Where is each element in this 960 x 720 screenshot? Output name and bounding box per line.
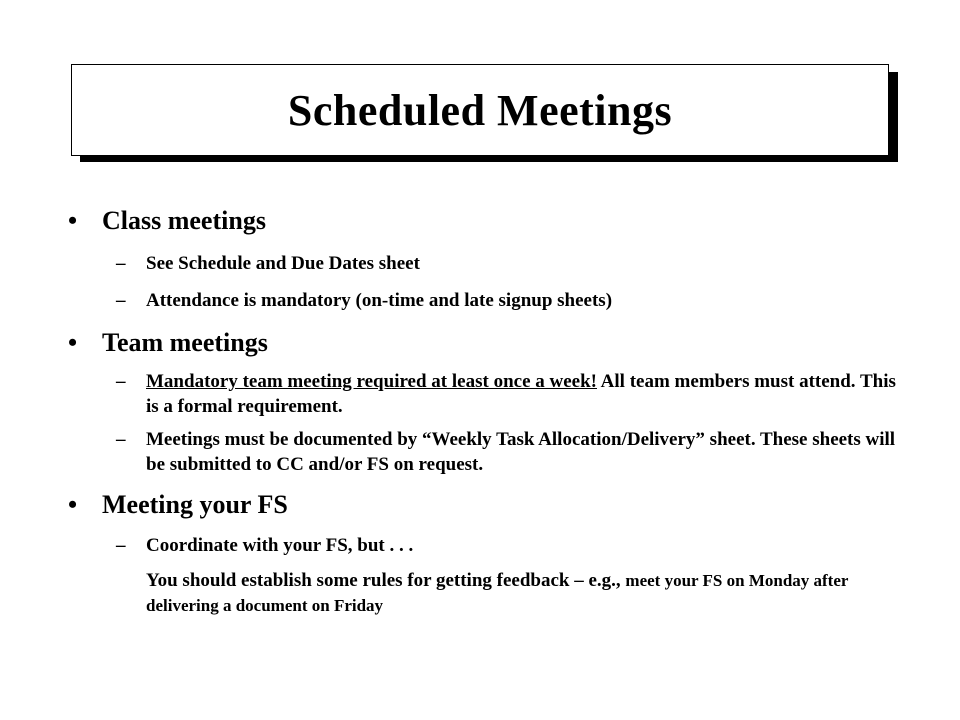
note-text: You should establish some rules for getting feedback – e.g., (146, 570, 626, 591)
sub-item-note (68, 568, 908, 618)
bullet-marker: • (68, 328, 78, 357)
dash-marker: – (116, 290, 126, 311)
dash-marker: – (116, 429, 126, 450)
sub-item (68, 288, 908, 313)
bullet-class-meetings (68, 205, 908, 237)
sub-item (68, 533, 908, 558)
sub-item-text: Coordinate with your FS, but . . . (146, 535, 414, 556)
bullet-marker: • (68, 206, 78, 235)
sub-item (68, 427, 908, 477)
bullet-team-meetings (68, 327, 908, 359)
dash-marker: – (116, 371, 126, 392)
sub-item-text: Attendance is mandatory (on-time and late signup sheets) (146, 290, 613, 311)
section-heading: Class meetings (102, 206, 266, 235)
dash-marker: – (116, 253, 126, 274)
sub-item (68, 369, 908, 419)
bullet-marker: • (68, 490, 78, 519)
sub-item-text: See Schedule and Due Dates sheet (146, 253, 420, 274)
note-text-small: meet your FS on Monday after delivering a document on Friday (146, 571, 849, 615)
section-heading: Meeting your FS (102, 490, 288, 519)
section-heading: Team meetings (102, 328, 268, 357)
title-box (71, 64, 889, 156)
sub-item (68, 251, 908, 276)
sub-item-text: Meetings must be documented by “Weekly Task Allocation/Delivery” sheet. These sheets will be submitted to CC and/or FS on request. (146, 429, 896, 475)
bullet-meeting-fs (68, 489, 908, 521)
sub-item-underlined-text: Mandatory team meeting required at least once a week! (146, 371, 597, 392)
sub-item-text: All team members must attend. This is a formal requirement. (146, 371, 896, 417)
slide-body (68, 205, 908, 618)
slide-title: Scheduled Meetings (287, 85, 673, 135)
dash-marker: – (116, 535, 126, 556)
